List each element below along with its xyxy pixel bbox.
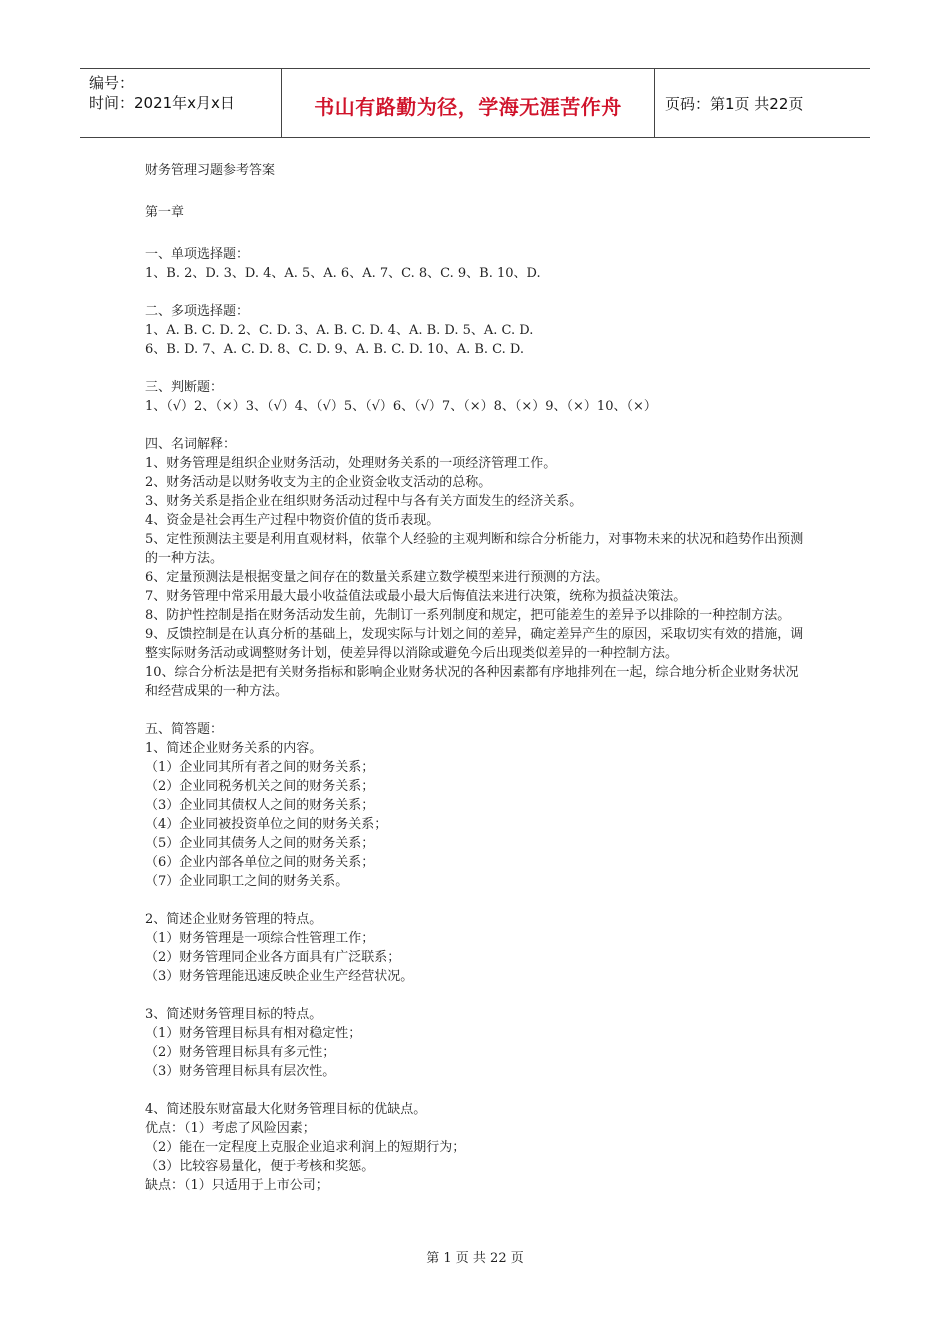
answer-point: （2）财务管理目标具有多元性； bbox=[145, 1045, 336, 1060]
document-title: 财务管理习题参考答案 bbox=[145, 163, 276, 178]
page-info: 页码：第1页 共22页 bbox=[665, 95, 804, 113]
definition-item: 3、财务关系是指企业在组织财务活动过程中与各有关方面发生的经济关系。 bbox=[145, 494, 583, 509]
document-time-label: 时间：2021年x月x日 bbox=[89, 94, 235, 112]
definition-item: 4、资金是社会再生产过程中物资价值的货币表现。 bbox=[145, 513, 440, 528]
section-heading: 二、多项选择题： bbox=[145, 304, 250, 319]
definition-item: 10、综合分析法是把有关财务指标和影响企业财务状况的各种因素都有序地排列在一起，综合地分析企业财务状况和经营成果的一种方法。 bbox=[145, 665, 799, 699]
definition-item: 9、反馈控制是在认真分析的基础上，发现实际与计划之间的差异，确定差异产生的原因，采取切实有效的措施，调整实际财务活动或调整财务计划，使差异得以消除或避免今后出现类似差异的一种控制方法。 bbox=[145, 627, 804, 661]
answer-point: （3）企业同其债权人之间的财务关系； bbox=[145, 798, 375, 813]
answer-point: 缺点：（1）只适用于上市公司； bbox=[145, 1178, 329, 1193]
definition-item: 8、防护性控制是指在财务活动发生前，先制订一系列制度和规定，把可能差生的差异予以排除的一种控制方法。 bbox=[145, 608, 791, 623]
answer-point: （4）企业同被投资单位之间的财务关系； bbox=[145, 817, 388, 832]
definition-item: 1、财务管理是组织企业财务活动，处理财务关系的一项经济管理工作。 bbox=[145, 456, 557, 471]
document-body bbox=[145, 161, 810, 1195]
answer-point: （1）财务管理是一项综合性管理工作； bbox=[145, 931, 375, 946]
answer-point: （1）企业同其所有者之间的财务关系； bbox=[145, 760, 375, 775]
question-title: 3、简述财务管理目标的特点。 bbox=[145, 1007, 323, 1022]
header-meta-cell bbox=[80, 69, 280, 137]
question-title: 4、简述股东财富最大化财务管理目标的优缺点。 bbox=[145, 1102, 427, 1117]
header-page-cell bbox=[655, 69, 870, 137]
answer-line: 6、B. D. 7、A. C. D. 8、C. D. 9、A. B. C. D. 10、A. B. C. D. bbox=[145, 342, 525, 357]
answer-point: 优点：（1）考虑了风险因素； bbox=[145, 1121, 316, 1136]
section-heading: 五、简答题： bbox=[145, 722, 224, 737]
section-heading: 三、判断题： bbox=[145, 380, 224, 395]
question-title: 2、简述企业财务管理的特点。 bbox=[145, 912, 323, 927]
motto-text: 书山有路勤为径，学海无涯苦作舟 bbox=[314, 95, 622, 119]
answer-point: （3）财务管理目标具有层次性。 bbox=[145, 1064, 336, 1079]
answer-point: （7）企业同职工之间的财务关系。 bbox=[145, 874, 349, 889]
definition-item: 7、财务管理中常采用最大最小收益值法或最小最大后悔值法来进行决策，统称为损益决策法。 bbox=[145, 589, 687, 604]
answer-point: （2）财务管理同企业各方面具有广泛联系； bbox=[145, 950, 401, 965]
answer-line: 1、（√）2、（×）3、（√）4、（√）5、（√）6、（√）7、（×）8、（×）9、（×）10、（×） bbox=[145, 399, 657, 414]
chapter-heading: 第一章 bbox=[145, 205, 185, 220]
answer-point: （3）财务管理能迅速反映企业生产经营状况。 bbox=[145, 969, 414, 984]
header-motto-cell bbox=[281, 69, 655, 137]
document-number-label: 编号： bbox=[89, 74, 135, 92]
definition-item: 5、定性预测法主要是利用直观材料，依靠个人经验的主观判断和综合分析能力，对事物未来的状况和趋势作出预测的一种方法。 bbox=[145, 532, 804, 566]
answer-point: （5）企业同其债务人之间的财务关系； bbox=[145, 836, 375, 851]
definition-item: 2、财务活动是以财务收支为主的企业资金收支活动的总称。 bbox=[145, 475, 492, 490]
answer-line: 1、B. 2、D. 3、D. 4、A. 5、A. 6、A. 7、C. 8、C. 9、B. 10、D. bbox=[145, 266, 541, 281]
section-heading: 一、单项选择题： bbox=[145, 247, 250, 262]
page-footer: 第 1 页 共 22 页 bbox=[426, 1251, 524, 1266]
answer-point: （1）财务管理目标具有相对稳定性； bbox=[145, 1026, 362, 1041]
answer-point: （3）比较容易量化，便于考核和奖惩。 bbox=[145, 1159, 375, 1174]
answer-point: （2）能在一定程度上克服企业追求利润上的短期行为； bbox=[145, 1140, 466, 1155]
answer-point: （2）企业同税务机关之间的财务关系； bbox=[145, 779, 375, 794]
answer-line: 1、A. B. C. D. 2、C. D. 3、A. B. C. D. 4、A. B. D. 5、A. C. D. bbox=[145, 323, 534, 338]
question-title: 1、简述企业财务关系的内容。 bbox=[145, 741, 323, 756]
section-heading: 四、名词解释： bbox=[145, 437, 237, 452]
document-header bbox=[80, 68, 870, 138]
definition-item: 6、定量预测法是根据变量之间存在的数量关系建立数学模型来进行预测的方法。 bbox=[145, 570, 609, 585]
answer-point: （6）企业内部各单位之间的财务关系； bbox=[145, 855, 375, 870]
